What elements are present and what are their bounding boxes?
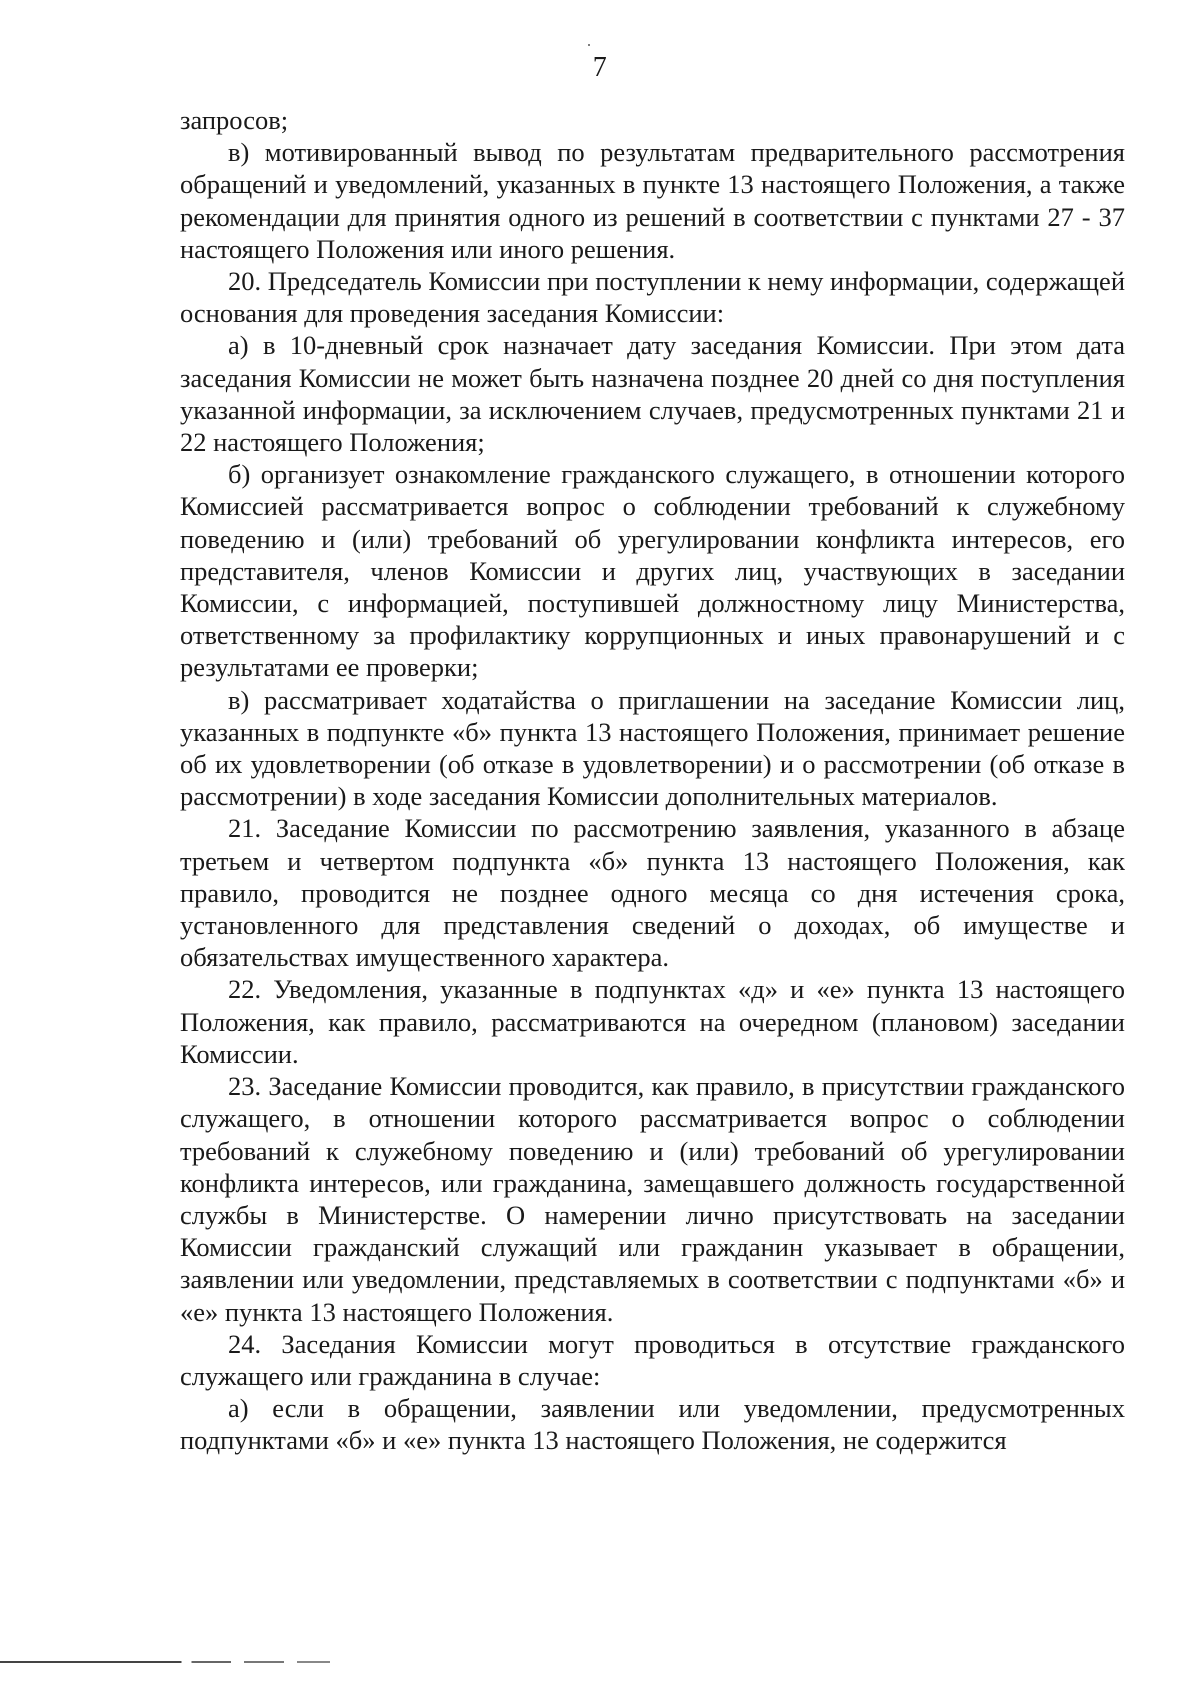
paragraph-subitem-a-2: а) если в обращении, заявлении или уведомлении, предусмотренных подпунктами «б» и «е» пункта 13 настоящего Положения, не содержится [180, 1393, 1125, 1456]
scan-artifact-line [0, 1661, 330, 1663]
document-body [180, 104, 1125, 1457]
paragraph-subitem-v: в) мотивированный вывод по результатам предварительного рассмотрения обращений и уведомлений, указанных в пункте 13 настоящего Положения, а также рекомендации для принятия одного из решений в соответствии с пунктами 27 - 37 настоящего Положения или иного решения. [180, 137, 1125, 264]
paragraph-item-23: 23. Заседание Комиссии проводится, как правило, в присутствии гражданского служащего, в отношении которого рассматривается вопрос о соблюдении требований к служебному поведению и (или) требований об урегулировании конфликта интересов, или гражданина, замещавшего должность государственной службы в Министерстве. О намерении лично присутствовать на заседании Комиссии гражданский служащий или гражданин указывает в обращении, заявлении или уведомлении, представляемых в соответствии с подпунктами «б» и «е» пункта 13 настоящего Положения. [180, 1071, 1125, 1327]
paragraph-subitem-b: б) организует ознакомление гражданского служащего, в отношении которого Комиссией рассматривается вопрос о соблюдении требований к служебному поведению и (или) требований об урегулировании конфликта интересов, его представителя, членов Комиссии и других лиц, участвующих в заседании Комиссии, с информацией, поступившей должностному лицу Министерства, ответственному за профилактику коррупционных и иных правонарушений и с результатами ее проверки; [180, 459, 1125, 683]
paragraph-item-22: 22. Уведомления, указанные в подпунктах «д» и «е» пункта 13 настоящего Положения, как правило, рассматриваются на очередном (плановом) заседании Комиссии. [180, 974, 1125, 1069]
paragraph-item-24: 24. Заседания Комиссии могут проводиться в отсутствие гражданского служащего или гражданина в случае: [180, 1328, 1125, 1391]
paragraph-subitem-a: а) в 10-дневный срок назначает дату заседания Комиссии. При этом дата заседания Комиссии не может быть назначена позднее 20 дней со дня поступления указанной информации, за исключением случаев, предусмотренных пунктами 21 и 22 настоящего Положения; [180, 330, 1125, 458]
paragraph-subitem-v-2: в) рассматривает ходатайства о приглашении на заседание Комиссии лиц, указанных в подпункте «б» пункта 13 настоящего Положения, принимает решение об их удовлетворении (об отказе в удовлетворении) и о рассмотрении (об отказе в рассмотрении) в ходе заседания Комиссии дополнительных материалов. [180, 684, 1125, 812]
paragraph-item-21: 21. Заседание Комиссии по рассмотрению заявления, указанного в абзаце третьем и четвертом подпункта «б» пункта 13 настоящего Положения, как правило, проводится не позднее одного месяца со дня истечения срока, установленного для представления сведений о доходах, об имуществе и обязательствах имущественного характера. [180, 813, 1125, 973]
paragraph-continuation: запросов; [180, 105, 289, 135]
page-number: 7 [592, 52, 608, 83]
scan-artifact-dot [588, 44, 590, 46]
paragraph-item-20: 20. Председатель Комиссии при поступлении к нему информации, содержащей основания для проведения заседания Комиссии: [180, 266, 1125, 329]
